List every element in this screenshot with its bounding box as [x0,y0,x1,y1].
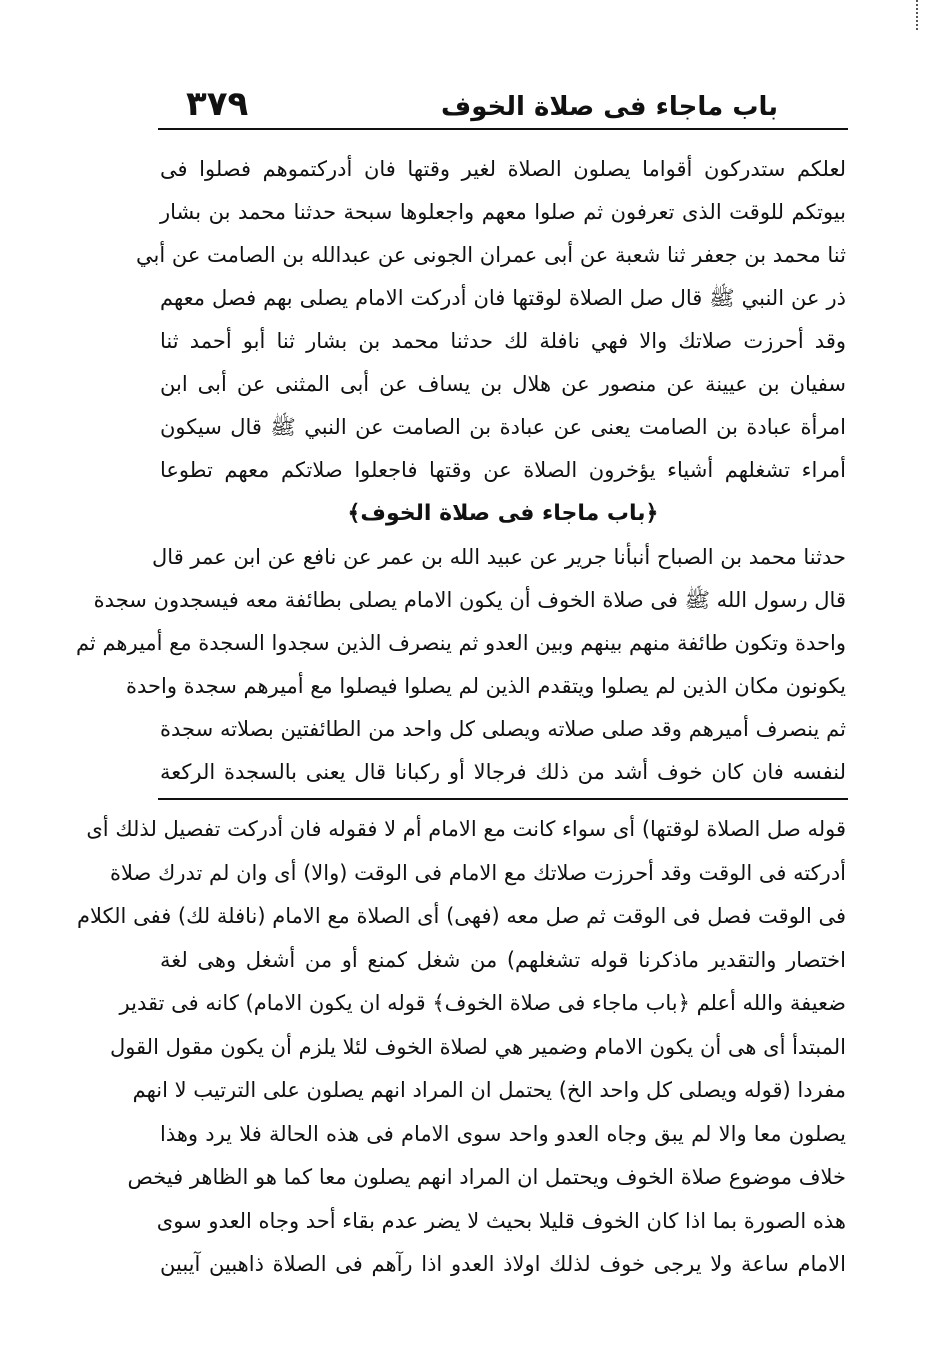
text-line: بيوتكم للوقت الذى تعرفون ثم صلوا معهم واجعلوها سبحة حدثنا محمد بن بشار [160,200,846,224]
text-line: لنفسه فان كان خوف أشد من ذلك فرجالا أو ركبانا قال يعنى بالسجدة الركعة [160,760,846,784]
text-line: امرأة عبادة بن الصامت يعنى عن عبادة بن الصامت عن النبي ﷺ قال سيكون [160,415,846,439]
text-line: يكونون مكان الذين لم يصلوا ويتقدم الذين لم يصلوا فيصلوا مع أميرهم سجدة واحدة [126,674,846,698]
commentary-text [77,808,846,1287]
text-line: ثنا محمد بن جعفر ثنا شعبة عن أبى عمران الجونى عن عبدالله بن الصامت عن أبي [135,243,846,267]
commentary-line: خلاف موضوع صلاة الخوف ويحتمل ان المراد انهم يصلون معا كما هو الظاهر فيخص [127,1165,846,1189]
hadith-text [75,148,846,794]
commentary-line: الامام ساعة ولا يرجى خوف لذلك اولاذ العدو اذا رآهم فى الصلاة ذاهبين آيبين [160,1252,846,1276]
text-line: ثم ينصرف أميرهم وقد صلى صلاته ويصلى كل واحد من الطائفتين بصلاته سجدة [160,717,846,741]
text-line: ذر عن النبي ﷺ قال صل الصلاة لوقتها فان أدركت الامام يصلى بهم فصل معهم [160,286,846,310]
text-line: سفيان بن عيينة عن منصور عن هلال بن يساف عن أبى المثنى عن أبى ابن [160,372,846,396]
section-heading: ﴿باب ماجاء فى صلاة الخوف﴾ [347,501,659,526]
text-line: لعلكم ستدركون أقواما يصلون الصلاة لغير وقتها فان أدركتموهم فصلوا فى [160,157,846,181]
text-line: وقد أحرزت صلاتك والا فهي نافلة لك حدثنا محمد بن بشار ثنا أبو أحمد ثنا [160,329,846,353]
commentary-line: اختصار والتقدير ماذكرنا قوله تشغلهم) من شغل كمنع أو من أشغل وهى لغة [160,947,846,972]
page-number: ٣٧٩ [186,84,249,124]
text-line: قال رسول الله ﷺ فى صلاة الخوف أن يكون الامام يصلى بطائفة معه فيسجدون سجدة [93,588,846,612]
page-edge-mark [916,0,922,30]
commentary-line: فى الوقت فصل فى الوقت ثم صل معه (فهى) أى الصلاة مع الامام (نافلة لك) ففى الكلام [77,904,846,928]
text-line: حدثنا محمد بن الصباح أنبأنا جرير عن عبيد الله بن عمر عن نافع عن ابن عمر قال [152,545,846,569]
commentary-line: أدركته فى الوقت وقد أحرزت صلاتك مع الامام فى الوقت (والا) أى وان لم تدرك صلاة [110,860,846,885]
commentary-line: المبتدأ أى هى أن يكون الامام وضمير هي لصلاة الخوف لئلا يلزم أن يكون مقول القول [109,1034,846,1059]
text-line: أمراء تشغلهم أشياء يؤخرون الصلاة عن وقتها فاجعلوا صلاتكم معهم تطوعا [160,458,846,482]
header-rule [158,128,848,130]
commentary-line: ضعيفة والله أعلم ﴿باب ماجاء فى صلاة الخوف﴾ قوله ان يكون الامام) كانه فى تقدير [119,991,846,1015]
commentary-line: قوله صل الصلاة لوقتها) أى سواء كانت مع الامام أم لا فقوله فان أدركت تفصيل لذلك أى [86,817,846,841]
text-line: واحدة وتكون طائفة منهم بينهم وبين العدو ثم ينصرف الذين سجدوا السجدة مع أميرهم ثم [75,631,846,655]
commentary-rule [158,798,848,800]
commentary-line: يصلون معا والا لم يبق وجاه العدو واحد سوى الامام فى هذه الحالة فلا يرد وهذا [160,1121,846,1146]
commentary-line: مفردا (قوله ويصلى كل واحد الخ) يحتمل ان المراد انهم يصلون على الترتيب لا انهم [132,1078,846,1102]
running-title: باب ماجاء فى صلاة الخوف [441,92,778,122]
page-header [158,86,848,130]
commentary-line: هذه الصورة بما اذا كان الخوف قليلا بحيث لا يضر عدم بقاء أحد وجاه العدو سوى [156,1208,846,1233]
